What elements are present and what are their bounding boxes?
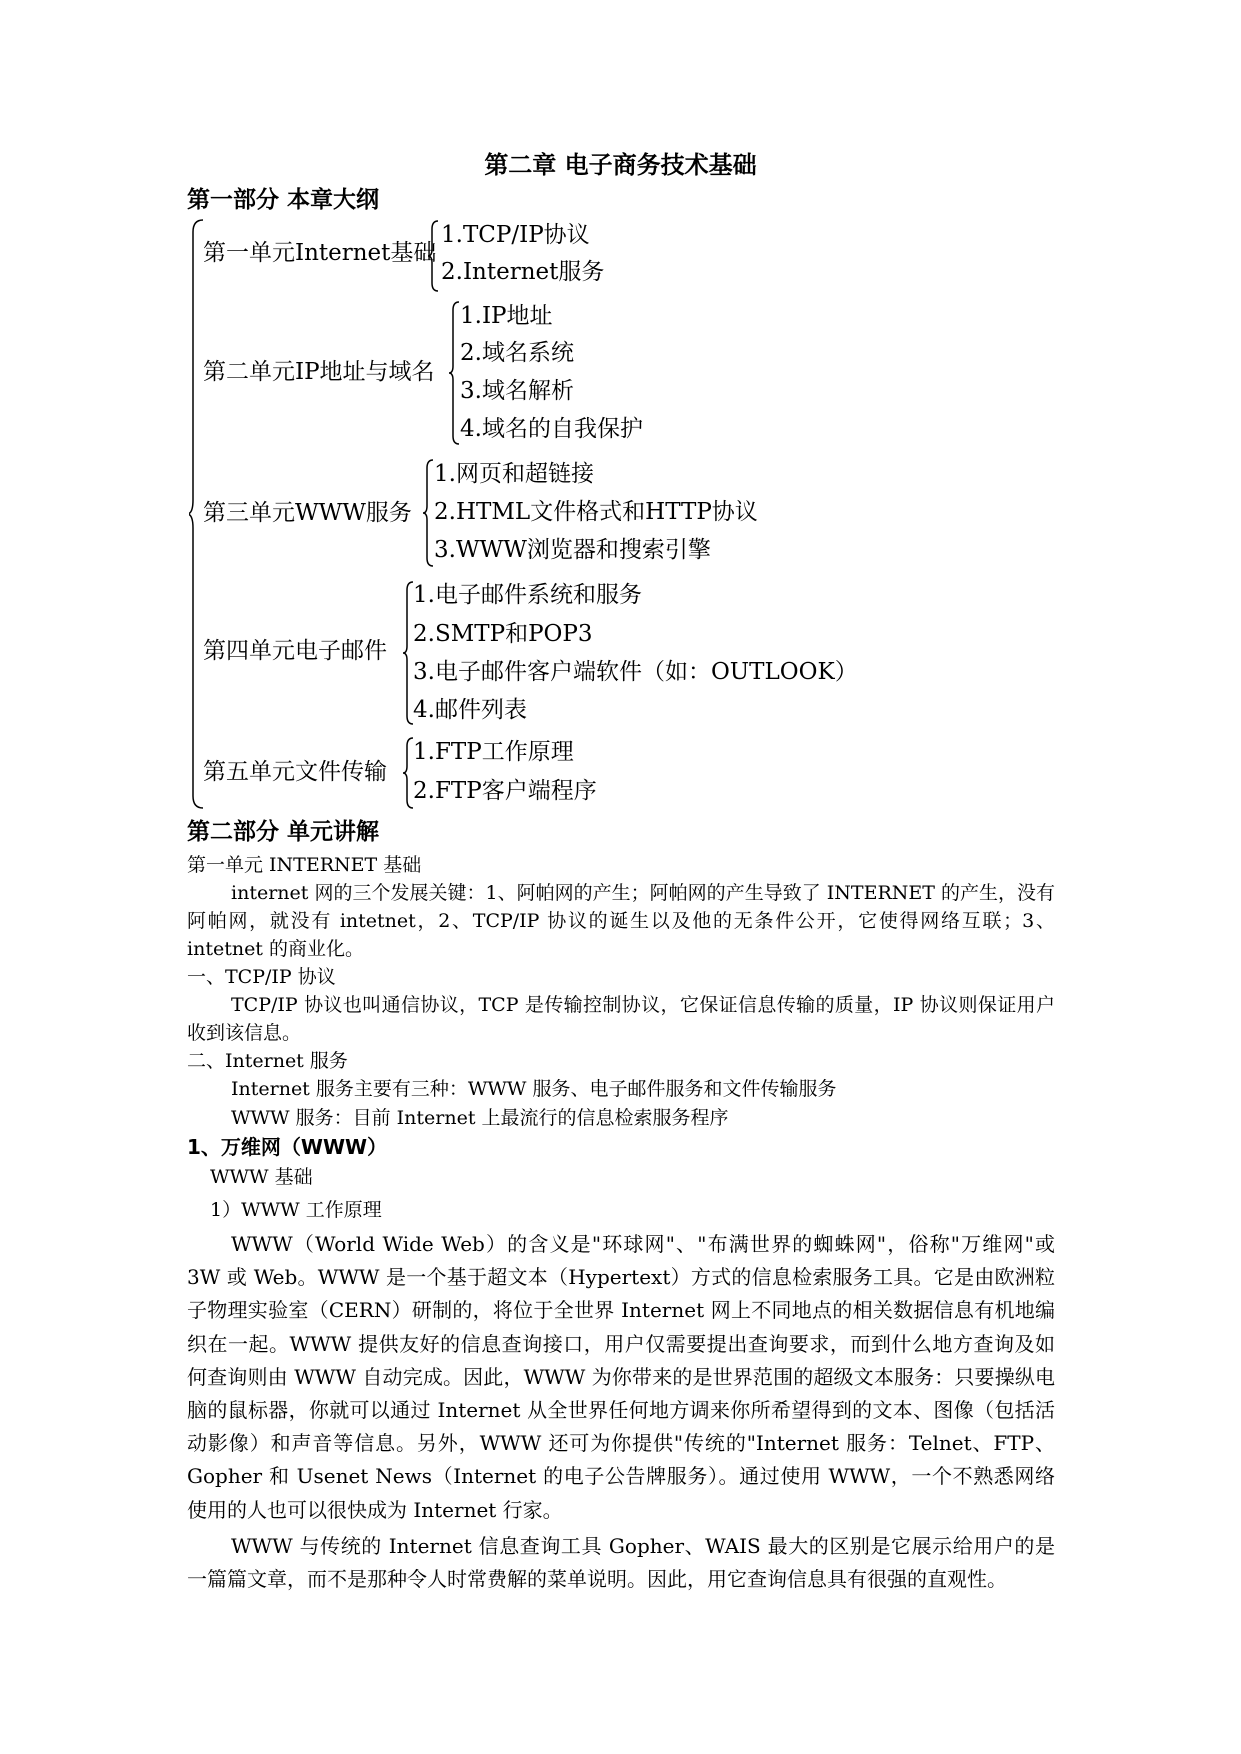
outline-unit-5: 第五单元文件传输: [203, 759, 387, 785]
outline-unit-1: 第一单元Internet基础: [203, 240, 437, 266]
service-paragraph-2: WWW 服务：目前 Internet 上最流行的信息检索服务程序: [231, 1107, 729, 1129]
outline-unit-3-item: 1.网页和超链接: [434, 461, 594, 487]
service-paragraph-1: Internet 服务主要有三种：WWW 服务、电子邮件服务和文件传输服务: [231, 1078, 837, 1100]
outline-unit-4-item: 4.邮件列表: [413, 697, 527, 723]
www-heading: 1、万维网（WWW）: [187, 1135, 388, 1159]
part1-heading: 第一部分 本章大纲: [187, 187, 380, 213]
unit1-title: 第一单元 INTERNET 基础: [187, 854, 422, 876]
outline-unit-3-item: 2.HTML文件格式和HTTP协议: [434, 499, 758, 525]
service-heading: 二、Internet 服务: [187, 1050, 348, 1072]
outline-unit-5-item: 1.FTP工作原理: [413, 739, 574, 765]
tcpip-paragraph: TCP/IP 协议也叫通信协议，TCP 是传输控制协议，它保证信息传输的质量，IP 协议则保证用户收到该信息。: [187, 994, 1055, 1044]
outline-unit-2-item: 2.域名系统: [460, 340, 574, 366]
outline-unit-2-item: 1.IP地址: [460, 303, 553, 329]
tcpip-heading: 一、TCP/IP 协议: [187, 966, 336, 988]
outline-unit-3-item: 3.WWW浏览器和搜索引擎: [434, 537, 711, 563]
part2-heading: 第二部分 单元讲解: [187, 819, 380, 845]
www-basics: WWW 基础: [210, 1166, 313, 1188]
outline-unit-2: 第二单元IP地址与域名: [203, 359, 435, 385]
outline-unit-1-item: 2.Internet服务: [441, 259, 605, 285]
outline-unit-2-item: 3.域名解析: [460, 378, 574, 404]
www-paragraph-2: WWW 与传统的 Internet 信息查询工具 Gopher、WAIS 最大的区别是它展示给用户的是一篇篇文章，而不是那种令人时常费解的菜单说明。因此，用它查询信息具有很强的直观性。: [187, 1534, 1055, 1592]
unit-1-brace: [428, 219, 440, 293]
outline-unit-2-item: 4.域名的自我保护: [460, 416, 643, 442]
outline-unit-5-item: 2.FTP客户端程序: [413, 778, 597, 804]
intro-paragraph: internet 网的三个发展关键：1、阿帕网的产生；阿帕网的产生导致了 INTERNET 的产生，没有阿帕网，就没有 intetnet，2、TCP/IP 协议的诞生以及他的无条件公开，它使得网络互联；3、intetnet 的商业化。: [187, 882, 1055, 960]
outline-unit-4-item: 3.电子邮件客户端软件（如：OUTLOOK）: [413, 659, 858, 685]
www-principle: 1）WWW 工作原理: [210, 1199, 382, 1221]
outline-unit-4: 第四单元电子邮件: [203, 638, 387, 664]
outline-unit-4-item: 1.电子邮件系统和服务: [413, 582, 642, 608]
outline-unit-3: 第三单元WWW服务: [203, 500, 412, 526]
chapter-title: 第二章 电子商务技术基础: [484, 151, 757, 179]
www-paragraph-1: WWW（World Wide Web）的含义是"环球网"、"布满世界的蜘蛛网"，俗称"万维网"或 3W 或 Web。WWW 是一个基于超文本（Hypertext）方式的信息检索服务工具。它是由欧洲粒子物理实验室（CERN）研制的，将位于全世界 Internet 网上不同地点的相关数据信息有机地编织在一起。WWW 提供友好的信息查询接口，用户仅需要提出查询要求，而到什么地方查询及如何查询则由 WWW 自动完成。因此，WWW 为你带来的是世界范围的超级文本服务：只要操纵电脑的鼠标器，你就可以通过 Internet 从全世界任何地方调来你所希望得到的文本、图像（包括活动影像）和声音等信息。另外，WWW 还可为你提供"传统的"Internet 服务：Telnet、FTP、Gopher 和 Usenet News（Internet 的电子公告牌服务）。通过使用 WWW，一个不熟悉网络使用的人也可以很快成为 Internet 行家。: [187, 1232, 1055, 1522]
outline-unit-4-item: 2.SMTP和POP3: [413, 621, 593, 647]
outline-unit-1-item: 1.TCP/IP协议: [441, 222, 590, 248]
